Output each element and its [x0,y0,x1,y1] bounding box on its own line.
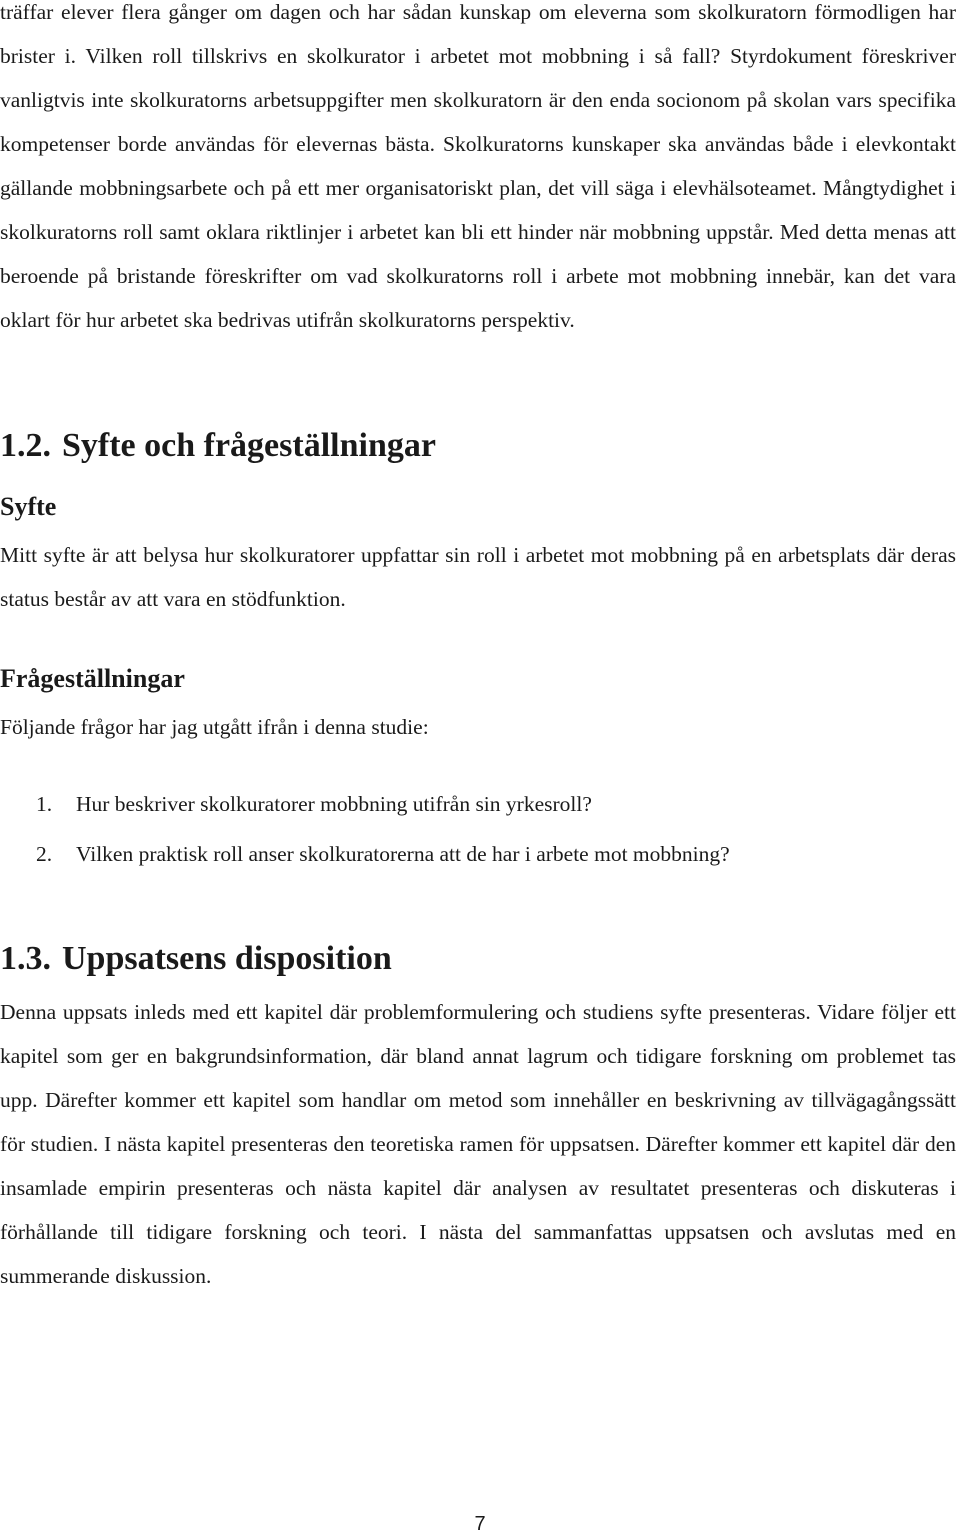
section-number-1-3: 1.3. [0,940,51,977]
intro-paragraph: träffar elever flera gånger om dagen och har sådan kunskap om eleverna som skolkuratorn förmodligen har brister i. Vilken roll tillskrivs en skolkurator i arbetet mot mobbning i så fall? Styrdokument föreskriver vanligtvis inte skolkuratorns arbetsuppgifter men skolkuratorn är den enda socionom på skolan vars specifika kompetenser borde användas för elevernas bästa. Skolkuratorns kunskaper ska användas både i elevkontakt gällande mobbningsarbete och på ett mer organisatoriskt plan, det vill säga i elevhälsoteamet. Mångtydighet i skolkuratorns roll samt oklara riktlinjer i arbetet kan bli ett hinder när mobbning uppstår. Med detta menas att beroende på bristande föreskrifter om vad skolkuratorns roll i arbete mot mobbning innebär, kan det vara oklart för hur arbetet ska bedrivas utifrån skolkuratorns perspektiv. [0,0,956,332]
section-title-1-3: Uppsatsens disposition [62,940,392,977]
section-heading-1-2 [0,424,436,468]
list-item-text: Hur beskriver skolkuratorer mobbning utifrån sin yrkesroll? [76,792,592,816]
section-heading-1-3 [0,937,392,981]
section-number-1-2: 1.2. [0,427,51,464]
list-item [36,840,730,890]
syfte-paragraph: Mitt syfte är att belysa hur skolkuratorer uppfattar sin roll i arbetet mot mobbning på en arbetsplats där deras status består av att vara en stödfunktion. [0,543,956,611]
research-questions-list [36,790,730,890]
disposition-paragraph: Denna uppsats inleds med ett kapitel där problemformulering och studiens syfte presenteras. Vidare följer ett kapitel som ger en bakgrundsinformation, där bland annat lagrum och tidigare forskning om problemet tas upp. Därefter kommer ett kapitel som handlar om metod som innehåller en beskrivning av tillvägagångssätt för studien. I nästa kapitel presenteras den teoretiska ramen för uppsatsen. Därefter kommer ett kapitel där den insamlade empirin presenteras och nästa kapitel där analysen av resultatet presenteras och diskuteras i förhållande till tidigare forskning och teori. I nästa del sammanfattas uppsatsen och avslutas med en summerande diskussion. [0,1000,956,1288]
syfte-heading: Syfte [0,492,57,521]
list-item-marker: 2. [36,842,53,866]
fragestallningar-heading: Frågeställningar [0,664,185,693]
list-item-text: Vilken praktisk roll anser skolkuratorerna att de har i arbete mot mobbning? [76,842,730,866]
section-title-1-2: Syfte och frågeställningar [62,427,436,464]
list-item-marker: 1. [36,792,53,816]
fragestallningar-intro: Följande frågor har jag utgått ifrån i denna studie: [0,715,429,739]
list-item [36,790,730,840]
page-number: 7 [474,1513,486,1535]
